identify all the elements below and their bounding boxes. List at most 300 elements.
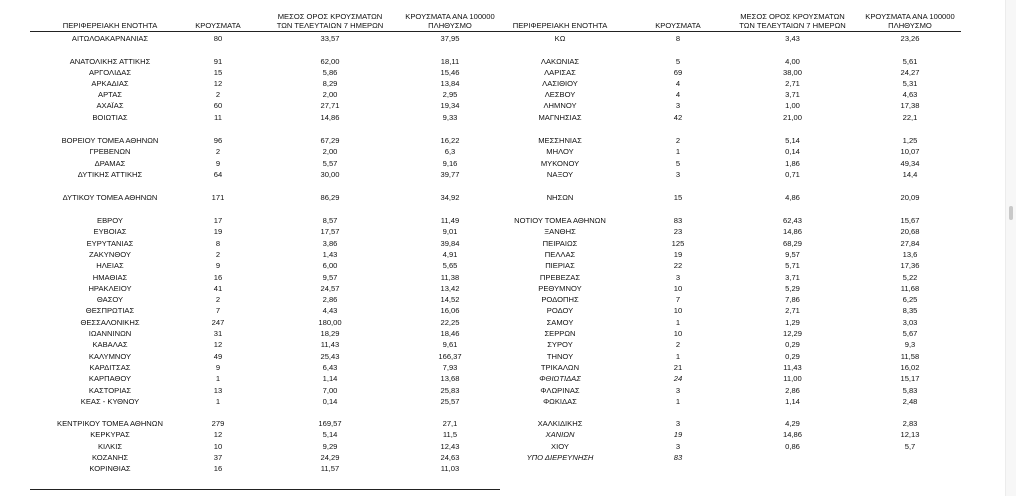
cell-per100k: 25,83 [440,386,460,395]
table-row [0,306,1016,316]
cell-unit: ΚΟΡΙΝΘΙΑΣ [89,464,131,473]
cell-cases: 16 [213,464,223,473]
cell-unit: ΦΘΙΩΤΙΔΑΣ [539,374,581,383]
cell-per100k: 5,67 [902,329,918,338]
cell-per100k: 166,37 [438,352,462,361]
cell-avg7: 27,71 [320,101,340,110]
scrollbar-thumb[interactable] [1009,206,1013,220]
cell-avg7: 9,57 [785,250,800,259]
cell-per100k: 39,77 [440,170,460,179]
cell-unit: ΑΡΤΑΣ [98,90,122,99]
header-unit-right: ΠΕΡΙΦΕΡΕΙΑΚΗ ΕΝΟΤΗΤΑ [512,21,608,30]
cell-unit: ΚΕΑΣ - ΚΥΘΝΟΥ [80,397,140,406]
cell-per100k: 9,3 [904,340,916,349]
cell-per100k: 18,11 [440,57,460,66]
cell-per100k: 17,36 [900,261,920,270]
cell-avg7: 180,00 [318,318,342,327]
cell-avg7: 2,71 [785,79,800,88]
cell-avg7: 24,29 [320,453,340,462]
cell-unit: ΚΑΡΔΙΤΣΑΣ [89,363,131,372]
cell-avg7: 9,57 [322,273,338,282]
cell-avg7: 0,29 [785,340,800,349]
cell-unit: ΚΑΡΠΑΘΟΥ [88,374,132,383]
cell-avg7: 86,29 [320,193,340,202]
cell-per100k: 11,68 [900,284,920,293]
table-row [0,193,1016,203]
cell-unit: ΧΙΟΥ [551,442,569,451]
cell-unit: ΘΕΣΠΡΩΤΙΑΣ [85,306,135,315]
cell-avg7: 62,00 [320,57,340,66]
cell-unit: ΑΡΓΟΛΙΔΑΣ [88,68,132,77]
cell-cases: 125 [671,239,685,248]
cell-avg7: 17,57 [320,227,340,236]
cell-cases: 22 [673,261,683,270]
cell-per100k: 15,67 [900,216,920,225]
cell-cases: 3 [675,419,681,428]
cell-cases: 16 [213,273,223,282]
cell-cases: 15 [673,193,683,202]
cell-avg7: 6,43 [322,363,338,372]
cell-per100k: 13,84 [440,79,460,88]
cell-avg7: 8,57 [322,216,338,225]
cell-avg7: 169,57 [318,419,342,428]
cell-per100k: 22,25 [440,318,460,327]
cell-per100k: 20,68 [900,227,920,236]
cell-cases: 7 [675,295,681,304]
cell-unit: ΚΑΛΥΜΝΟΥ [88,352,132,361]
cell-per100k: 5,61 [902,57,918,66]
table-row [0,261,1016,271]
cell-avg7: 12,29 [782,329,802,338]
cell-unit: ΜΕΣΣΗΝΙΑΣ [538,136,582,145]
cell-unit: ΧΑΝΙΩΝ [545,430,575,439]
cell-avg7: 5,71 [785,261,800,270]
cell-cases: 19 [673,250,683,259]
cell-unit: ΕΥΡΥΤΑΝΙΑΣ [86,239,134,248]
cell-avg7: 30,00 [320,170,340,179]
cell-per100k: 2,83 [902,419,918,428]
table-row [0,136,1016,146]
cell-cases: 2 [215,250,221,259]
table-row [0,464,1016,474]
cell-avg7: 3,71 [785,273,800,282]
table-row [0,159,1016,169]
cell-avg7: 2,71 [785,306,800,315]
cell-per100k: 27,1 [442,419,458,428]
header-avg7-left-line2: ΤΩΝ ΤΕΛΕΥΤΑΙΩΝ 7 ΗΜΕΡΩΝ [276,21,384,30]
cell-per100k: 24,27 [900,68,920,77]
cell-per100k: 2,95 [442,90,458,99]
cell-cases: 17 [213,216,223,225]
cell-cases: 83 [673,216,683,225]
cell-per100k: 13,42 [440,284,460,293]
cell-avg7: 2,86 [322,295,338,304]
cell-avg7: 5,29 [785,284,800,293]
cell-cases: 8 [675,34,681,43]
cell-unit: ΦΛΩΡΙΝΑΣ [540,386,580,395]
cell-cases: 19 [673,430,683,439]
cell-cases: 21 [673,363,683,372]
cell-cases: 3 [675,442,681,451]
cell-avg7: 14,86 [782,430,802,439]
bottom-divider [30,489,500,490]
cell-avg7: 24,57 [320,284,340,293]
cell-unit: ΒΟΙΩΤΙΑΣ [92,113,128,122]
table-row [0,363,1016,373]
header-per100k-left [390,12,510,30]
cell-per100k: 9,01 [442,227,458,236]
header-per100k-left-line2: ΠΛΗΘΥΣΜΟ [428,21,472,30]
cell-per100k: 15,17 [900,374,920,383]
cell-cases: 1 [675,397,681,406]
cell-unit: ΑΡΚΑΔΙΑΣ [91,79,129,88]
cell-unit: ΚΑΒΑΛΑΣ [92,340,128,349]
cell-avg7: 67,29 [320,136,340,145]
cell-cases: 23 [673,227,683,236]
cell-per100k: 39,84 [440,239,460,248]
table-row [0,419,1016,429]
cell-per100k: 24,63 [440,453,460,462]
cell-avg7: 62,43 [782,216,802,225]
cell-unit: ΚΩ [554,34,566,43]
cell-unit: ΝΗΣΩΝ [546,193,574,202]
cell-unit: ΝΑΞΟΥ [546,170,574,179]
cell-avg7: 7,86 [785,295,800,304]
cell-unit: ΓΡΕΒΕΝΩΝ [89,147,131,156]
cell-per100k: 9,16 [442,159,458,168]
cell-cases: 42 [673,113,683,122]
cell-avg7: 33,57 [320,34,340,43]
cell-cases: 9 [215,159,221,168]
cell-avg7: 11,00 [783,374,802,383]
cell-unit: ΚΑΣΤΟΡΙΑΣ [88,386,132,395]
cell-unit: ΕΒΡΟΥ [97,216,123,225]
cell-avg7: 1,86 [785,159,800,168]
cell-cases: 1 [675,318,681,327]
cell-per100k: 6,25 [902,295,918,304]
cell-avg7: 18,29 [320,329,340,338]
cell-avg7: 1,29 [785,318,800,327]
cell-unit: ΠΕΛΛΑΣ [544,250,576,259]
header-unit-left: ΠΕΡΙΦΕΡΕΙΑΚΗ ΕΝΟΤΗΤΑ [62,21,158,30]
cell-avg7: 38,00 [782,68,802,77]
cell-cases: 247 [211,318,225,327]
cell-unit: ΞΑΝΘΗΣ [544,227,576,236]
cell-unit: ΡΟΔΟΠΗΣ [541,295,579,304]
cell-unit: ΠΙΕΡΙΑΣ [545,261,575,270]
table-row [0,318,1016,328]
cell-cases: 1 [675,352,681,361]
table-row [0,79,1016,89]
cell-cases: 19 [213,227,223,236]
table-row [0,34,1016,44]
cell-unit: ΛΑΣΙΘΙΟΥ [542,79,578,88]
cell-unit: ΙΩΑΝΝΙΝΩΝ [88,329,132,338]
table-row [0,430,1016,440]
cell-per100k: 11,5 [442,430,458,439]
cell-per100k: 15,46 [440,68,460,77]
cell-cases: 5 [675,159,681,168]
cell-cases: 3 [675,273,681,282]
cell-cases: 4 [675,90,681,99]
table-row [0,273,1016,283]
table-row [0,352,1016,362]
cell-cases: 10 [673,329,683,338]
header-divider [30,31,961,32]
cell-avg7: 14,86 [782,227,802,236]
cell-per100k: 34,92 [440,193,460,202]
cell-avg7: 0,71 [785,170,800,179]
cell-unit: ΣΕΡΡΩΝ [544,329,576,338]
cell-unit: ΑΝΑΤΟΛΙΚΗΣ ΑΤΤΙΚΗΣ [69,57,151,66]
cell-unit: ΘΕΣΣΑΛΟΝΙΚΗΣ [80,318,140,327]
cell-cases: 10 [213,442,223,451]
cell-cases: 3 [675,386,681,395]
table-row [0,340,1016,350]
cell-unit: ΛΑΡΙΣΑΣ [544,68,576,77]
cell-unit: ΗΛΕΙΑΣ [96,261,124,270]
table-row [0,113,1016,123]
cell-unit: ΑΧΑΪΑΣ [96,101,124,110]
header-avg7-left [270,12,390,30]
cell-per100k: 9,33 [442,113,458,122]
cell-cases: 24 [673,374,683,383]
cell-avg7: 0,14 [322,397,338,406]
cell-cases: 9 [215,261,221,270]
cell-cases: 69 [673,68,683,77]
cell-cases: 80 [213,34,223,43]
header-avg7-left-line1: ΜΕΣΟΣ ΟΡΟΣ ΚΡΟΥΣΜΑΤΩΝ [277,12,383,21]
cell-cases: 2 [215,295,221,304]
cell-unit: ΡΟΔΟΥ [546,306,574,315]
cell-unit: ΔΡΑΜΑΣ [94,159,126,168]
cell-cases: 12 [213,79,223,88]
cell-per100k: 16,06 [440,306,460,315]
cell-avg7: 11,43 [783,363,802,372]
cell-avg7: 5,86 [322,68,338,77]
cell-per100k: 6,3 [444,147,456,156]
cell-avg7: 5,14 [322,430,338,439]
cell-unit: ΛΕΣΒΟΥ [544,90,576,99]
cell-per100k: 5,83 [902,386,918,395]
cell-avg7: 4,29 [785,419,800,428]
cell-cases: 91 [213,57,223,66]
cell-avg7: 4,86 [785,193,800,202]
cell-per100k: 19,34 [440,101,460,110]
table-row [0,329,1016,339]
cell-avg7: 4,00 [785,57,800,66]
table-row [0,386,1016,396]
cell-cases: 41 [213,284,223,293]
cell-cases: 60 [213,101,223,110]
table-row [0,57,1016,67]
cell-avg7: 1,14 [785,397,800,406]
header-per100k-right-line2: ΠΛΗΘΥΣΜΟ [888,21,932,30]
cell-unit: ΚΕΡΚΥΡΑΣ [90,430,130,439]
cell-avg7: 7,00 [322,386,338,395]
cell-per100k: 5,65 [442,261,458,270]
cell-cases: 1 [215,397,221,406]
cell-cases: 10 [673,306,683,315]
cell-avg7: 5,57 [322,159,338,168]
cell-cases: 13 [213,386,223,395]
cell-per100k: 11,38 [440,273,460,282]
cell-cases: 12 [213,430,223,439]
table-row [0,216,1016,226]
cell-avg7: 3,43 [785,34,800,43]
vertical-scrollbar[interactable] [1005,0,1016,496]
cell-unit: ΘΑΣΟΥ [96,295,124,304]
cell-avg7: 68,29 [782,239,802,248]
cell-cases: 96 [213,136,223,145]
cell-cases: 2 [215,147,221,156]
cell-per100k: 16,22 [440,136,460,145]
cell-avg7: 21,00 [782,113,802,122]
cell-per100k: 17,38 [900,101,920,110]
cell-unit: ΔΥΤΙΚΟΥ ΤΟΜΕΑ ΑΘΗΝΩΝ [62,193,158,202]
cell-unit: ΚΙΛΚΙΣ [97,442,123,451]
cell-cases: 2 [675,340,681,349]
cell-cases: 64 [213,170,223,179]
cell-per100k: 22,1 [902,113,918,122]
cell-per100k: 27,84 [900,239,920,248]
cell-unit: ΜΥΚΟΝΟΥ [540,159,580,168]
cell-per100k: 25,57 [440,397,460,406]
cell-avg7: 0,14 [785,147,800,156]
cell-per100k: 12,13 [900,430,920,439]
cell-cases: 9 [215,363,221,372]
cell-per100k: 14,4 [902,170,918,179]
cell-unit: ΑΙΤΩΛΟΑΚΑΡΝΑΝΙΑΣ [71,34,149,43]
cell-unit: ΚΕΝΤΡΙΚΟΥ ΤΟΜΕΑ ΑΘΗΝΩΝ [57,419,163,428]
cell-cases: 2 [215,90,221,99]
cell-avg7: 2,86 [785,386,800,395]
cell-per100k: 8,35 [902,306,918,315]
cell-unit: ΒΟΡΕΙΟΥ ΤΟΜΕΑ ΑΘΗΝΩΝ [61,136,159,145]
cell-per100k: 49,34 [900,159,920,168]
cell-cases: 279 [211,419,225,428]
cell-cases: 37 [213,453,223,462]
header-cases-left: ΚΡΟΥΣΜΑΤΑ [195,21,241,30]
cell-avg7: 1,14 [322,374,338,383]
header-avg7-right [730,12,855,30]
cell-unit: ΛΑΚΩΝΙΑΣ [540,57,580,66]
header-per100k-right [850,12,970,30]
cell-unit: ΦΩΚΙΔΑΣ [543,397,577,406]
table-row [0,147,1016,157]
cell-cases: 1 [215,374,221,383]
cell-cases: 10 [673,284,683,293]
cell-per100k: 13,6 [902,250,918,259]
cell-unit: ΤΡΙΚΑΛΩΝ [540,363,580,372]
header-cases-right: ΚΡΟΥΣΜΑΤΑ [655,21,701,30]
cell-cases: 11 [214,113,222,122]
cell-per100k: 4,91 [442,250,458,259]
cell-cases: 5 [675,57,681,66]
table-row [0,68,1016,78]
cell-unit: ΛΗΜΝΟΥ [543,101,577,110]
table-row [0,101,1016,111]
cell-per100k: 14,52 [440,295,460,304]
table-row [0,170,1016,180]
cell-per100k: 18,46 [440,329,460,338]
cell-per100k: 20,09 [900,193,920,202]
cell-unit: ΣΑΜΟΥ [546,318,574,327]
cell-avg7: 1,00 [785,101,800,110]
cell-cases: 8 [215,239,221,248]
cell-per100k: 4,63 [902,90,918,99]
cell-unit: ΔΥΤΙΚΗΣ ΑΤΤΙΚΗΣ [77,170,143,179]
cell-avg7: 0,29 [785,352,800,361]
cell-cases: 31 [213,329,223,338]
cell-per100k: 11,49 [440,216,460,225]
cell-cases: 171 [211,193,225,202]
cell-avg7: 11,57 [320,464,340,473]
cell-unit: ΗΜΑΘΙΑΣ [92,273,128,282]
cell-cases: 4 [675,79,681,88]
cell-cases: 1 [675,147,681,156]
cell-cases: 15 [213,68,223,77]
cell-per100k: 13,68 [440,374,460,383]
cell-per100k: 11,58 [900,352,920,361]
cell-avg7: 6,00 [322,261,338,270]
cell-unit: ΡΕΘΥΜΝΟΥ [538,284,582,293]
cell-unit: ΥΠΟ ΔΙΕΡΕΥΝΗΣΗ [526,453,594,462]
cell-cases: 2 [675,136,681,145]
table-row [0,397,1016,407]
cell-avg7: 11,43 [320,340,340,349]
cell-unit: ΜΑΓΝΗΣΙΑΣ [538,113,582,122]
table-row [0,295,1016,305]
cell-per100k: 23,26 [900,34,920,43]
cell-per100k: 5,22 [902,273,918,282]
cell-unit: ΠΕΙΡΑΙΩΣ [542,239,578,248]
cell-cases: 7 [215,306,221,315]
table-row [0,442,1016,452]
table-row [0,90,1016,100]
cell-per100k: 9,61 [442,340,458,349]
cell-unit: ΕΥΒΟΙΑΣ [93,227,127,236]
cell-per100k: 2,48 [902,397,918,406]
table-row [0,453,1016,463]
table-row [0,374,1016,384]
cell-per100k: 12,43 [440,442,460,451]
table-row [0,284,1016,294]
cell-per100k: 3,03 [902,318,918,327]
cell-avg7: 3,86 [322,239,338,248]
cell-avg7: 14,86 [320,113,340,122]
cell-avg7: 5,14 [785,136,800,145]
cell-unit: ΗΡΑΚΛΕΙΟΥ [88,284,132,293]
cell-unit: ΝΟΤΙΟΥ ΤΟΜΕΑ ΑΘΗΝΩΝ [514,216,606,225]
cell-per100k: 5,7 [904,442,916,451]
cell-avg7: 2,00 [322,147,338,156]
cell-avg7: 4,43 [322,306,338,315]
cell-unit: ΧΑΛΚΙΔΙΚΗΣ [537,419,583,428]
cell-cases: 3 [675,101,681,110]
cell-per100k: 7,93 [442,363,458,372]
cell-avg7: 8,29 [322,79,338,88]
cell-unit: ΣΥΡΟΥ [547,340,573,349]
cell-avg7: 0,86 [785,442,800,451]
cell-per100k: 11,03 [440,464,460,473]
table-row [0,227,1016,237]
cell-unit: ΤΗΝΟΥ [546,352,574,361]
cell-cases: 12 [213,340,223,349]
cell-unit: ΜΗΛΟΥ [546,147,574,156]
header-avg7-right-line1: ΜΕΣΟΣ ΟΡΟΣ ΚΡΟΥΣΜΑΤΩΝ [740,12,845,21]
cell-per100k: 37,95 [440,34,460,43]
